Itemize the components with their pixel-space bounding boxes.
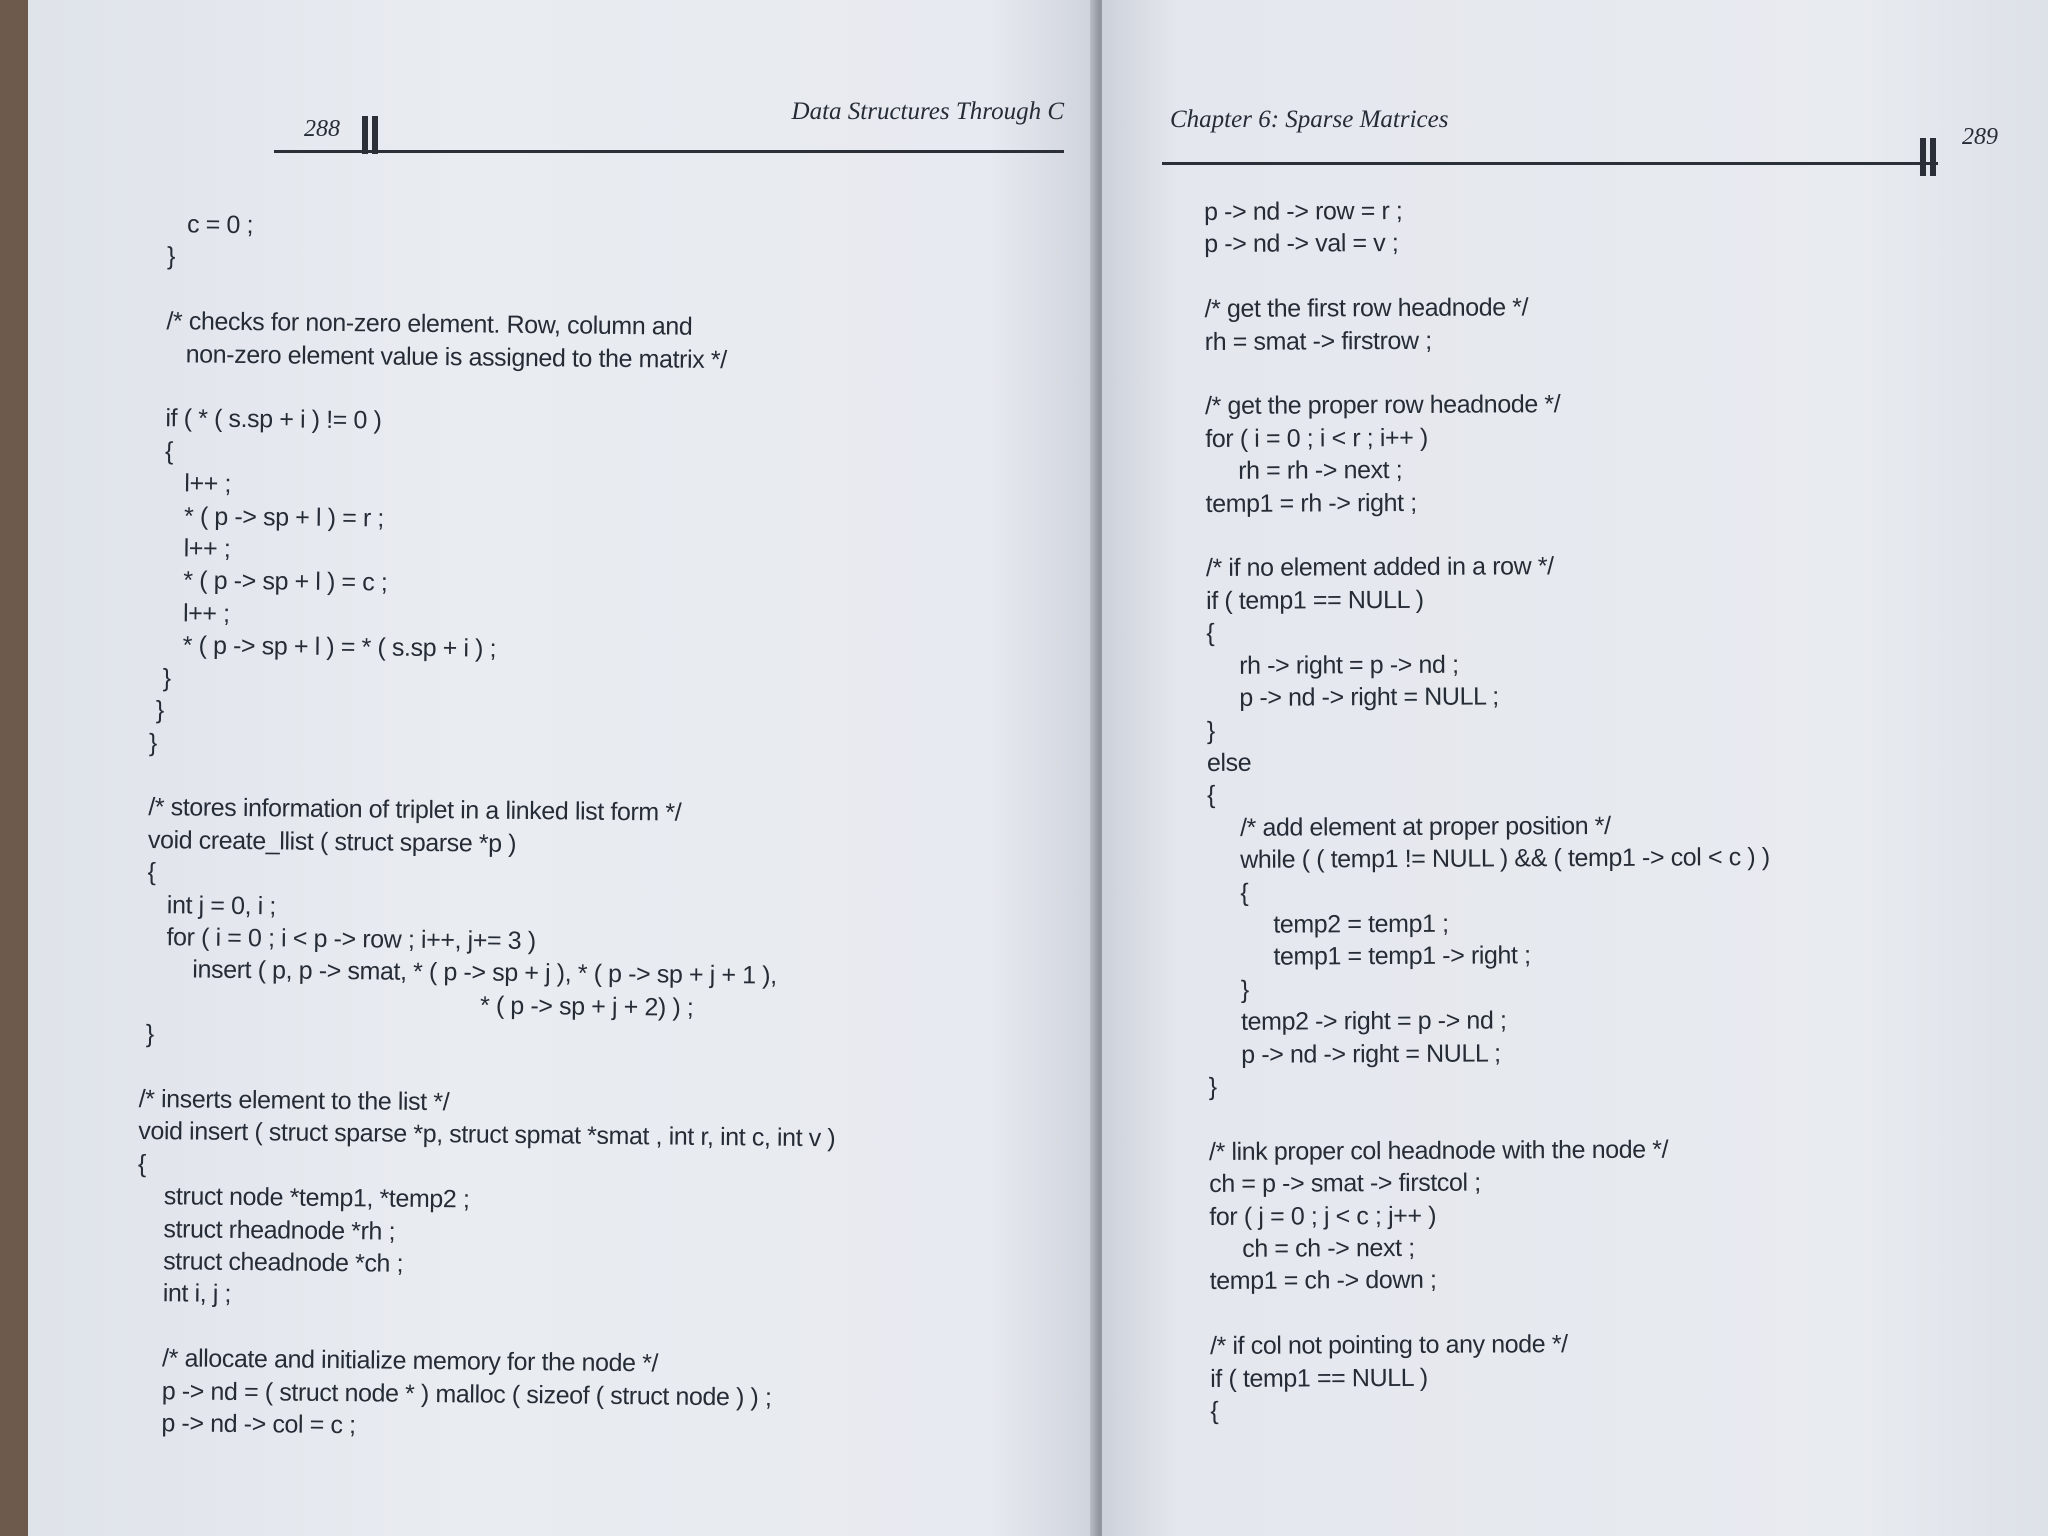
left-page-header bbox=[274, 98, 1064, 158]
left-page-number: 288 bbox=[304, 116, 340, 142]
header-bar-mark bbox=[372, 116, 378, 154]
right-header-rule bbox=[1162, 162, 1938, 165]
header-bar-mark bbox=[362, 116, 368, 154]
right-running-title: Chapter 6: Sparse Matrices bbox=[1170, 106, 1449, 133]
right-page bbox=[1102, 0, 2048, 1536]
left-running-title: Data Structures Through C bbox=[791, 98, 1064, 125]
right-page-header bbox=[1162, 106, 1998, 166]
header-bar-mark bbox=[1930, 138, 1936, 176]
header-bar-mark bbox=[1920, 138, 1926, 176]
left-page bbox=[28, 0, 1096, 1536]
right-page-number: 289 bbox=[1962, 124, 1998, 150]
left-header-rule bbox=[274, 150, 1064, 153]
right-code-listing: p -> nd -> row = r ; p -> nd -> val = v ; /* get the first row headnode */ rh = smat -> firstrow ; /* get the proper row headnode */ for ( i = 0 ; i < r ; i++ ) rh = rh -> next ; temp1 = rh -> right ; /* if no element added in a row */ if ( temp1 == NULL ) { rh -> right = p -> nd ; p -> nd -> right = NULL ; } else { /* add element at proper position */ while ( ( temp1 != NULL ) && ( temp1 -> col < c ) ) { temp2 = temp1 ; temp1 = temp1 -> right ; } temp2 -> right = p -> nd ; p -> nd -> right = NULL ; } /* link proper col headnode with the node */ ch = p -> smat -> firstcol ; for ( j = 0 ; j < c ; j++ ) ch = ch -> next ; temp1 = ch -> down ; /* if col not pointing to any node */ if ( temp1 == NULL ) { bbox=[1204, 196, 1770, 1426]
left-code-listing: c = 0 ; } /* checks for non-zero element. Row, column and non-zero element value is assigned to the matrix */ if ( * ( s.sp + i ) != 0 ) { l++ ; * ( p -> sp + l ) = r ; l++ ; * ( p -> sp + l ) = c ; l++ ; * ( p -> sp + l ) = * ( s.sp + i ) ; } } } /* stores information of triplet in a linked list form */ void create_llist ( struct sparse *p ) { int j = 0, i ; for ( i = 0 ; i < p -> row ; i++, j+= 3 ) insert ( p, p -> smat, * ( p -> sp + j ), * ( p -> sp + j + 1 ), * ( p -> sp + j + 2) ) ; } /* inserts element to the list */ void insert ( struct sparse *p, struct spmat *smat , int r, int c, int v ) { struct node *temp1, *temp2 ; struct rheadnode *rh ; struct cheadnode *ch ; int i, j ; /* allocate and initialize memory for the node */ p -> nd = ( struct node * ) malloc ( sizeof ( struct node ) ) ; p -> nd -> col = c ; bbox=[135, 209, 836, 1440]
